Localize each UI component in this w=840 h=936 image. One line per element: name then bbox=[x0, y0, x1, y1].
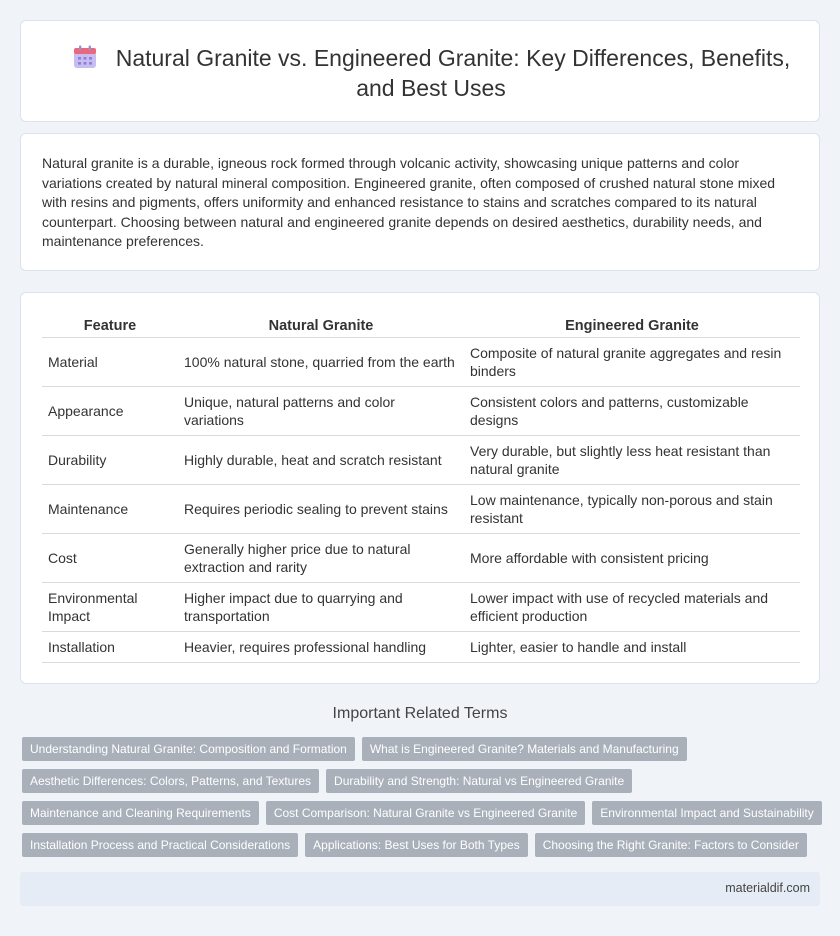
related-term-tag[interactable]: Maintenance and Cleaning Requirements bbox=[22, 801, 259, 825]
engineered-cell: Composite of natural granite aggregates and resin binders bbox=[464, 337, 800, 386]
table-row bbox=[42, 582, 800, 631]
header-feature: Feature bbox=[42, 315, 178, 337]
tag-row bbox=[22, 833, 822, 857]
related-term-tag[interactable]: Durability and Strength: Natural vs Engineered Granite bbox=[326, 769, 632, 793]
natural-cell: Higher impact due to quarrying and transportation bbox=[178, 582, 464, 631]
table-row bbox=[42, 435, 800, 484]
related-term-tag[interactable]: Cost Comparison: Natural Granite vs Engineered Granite bbox=[266, 801, 585, 825]
table-row bbox=[42, 337, 800, 386]
feature-cell: Durability bbox=[42, 435, 178, 484]
related-term-tag[interactable]: Environmental Impact and Sustainability bbox=[592, 801, 821, 825]
related-terms-title: Important Related Terms bbox=[332, 705, 508, 722]
related-term-tag[interactable]: Installation Process and Practical Considerations bbox=[22, 833, 298, 857]
page-title-text: Natural Granite vs. Engineered Granite: Key Differences, Benefits, and Best Uses bbox=[115, 45, 791, 101]
intro-card bbox=[20, 133, 820, 271]
comparison-table bbox=[42, 315, 800, 663]
calendar-icon bbox=[72, 44, 98, 70]
related-term-tag[interactable]: Choosing the Right Granite: Factors to Consider bbox=[535, 833, 807, 857]
tag-row bbox=[22, 801, 822, 825]
tag-row bbox=[22, 737, 822, 761]
natural-cell: Generally higher price due to natural extraction and rarity bbox=[178, 533, 464, 582]
engineered-cell: Low maintenance, typically non-porous and stain resistant bbox=[464, 484, 800, 533]
related-term-tag[interactable]: Applications: Best Uses for Both Types bbox=[305, 833, 528, 857]
related-term-tag[interactable]: Understanding Natural Granite: Composition and Formation bbox=[22, 737, 355, 761]
header-natural-granite: Natural Granite bbox=[178, 315, 464, 337]
intro-paragraph: Natural granite is a durable, igneous rock formed through volcanic activity, showcasing unique patterns and color variations created by natural mineral composition. Engineered granite, often composed of crushed natural stone mixed with resins and pigments, offers uniformity and enhanced resistance to stains and scratches compared to its natural counterpart. Choosing between natural and engineered granite depends on desired aesthetics, durability needs, and maintenance preferences. bbox=[42, 155, 776, 249]
related-term-tag[interactable]: What is Engineered Granite? Materials and Manufacturing bbox=[362, 737, 687, 761]
table-row bbox=[42, 533, 800, 582]
feature-cell: Maintenance bbox=[42, 484, 178, 533]
page-title bbox=[61, 43, 801, 103]
natural-cell: Heavier, requires professional handling bbox=[178, 631, 464, 662]
feature-cell: Environmental Impact bbox=[42, 582, 178, 631]
feature-cell: Material bbox=[42, 337, 178, 386]
table-row bbox=[42, 631, 800, 662]
natural-cell: Requires periodic sealing to prevent stains bbox=[178, 484, 464, 533]
feature-cell: Cost bbox=[42, 533, 178, 582]
natural-cell: Highly durable, heat and scratch resistant bbox=[178, 435, 464, 484]
related-terms-list bbox=[22, 737, 822, 865]
engineered-cell: More affordable with consistent pricing bbox=[464, 533, 800, 582]
tag-row bbox=[22, 769, 822, 793]
natural-cell: Unique, natural patterns and color variations bbox=[178, 386, 464, 435]
related-term-tag[interactable]: Aesthetic Differences: Colors, Patterns, and Textures bbox=[22, 769, 319, 793]
natural-cell: 100% natural stone, quarried from the earth bbox=[178, 337, 464, 386]
header-card bbox=[20, 20, 820, 122]
table-row bbox=[42, 484, 800, 533]
feature-cell: Appearance bbox=[42, 386, 178, 435]
feature-cell: Installation bbox=[42, 631, 178, 662]
table-header-row bbox=[42, 315, 800, 337]
footer bbox=[20, 872, 820, 906]
engineered-cell: Consistent colors and patterns, customizable designs bbox=[464, 386, 800, 435]
title-wrap bbox=[61, 43, 801, 103]
comparison-card bbox=[20, 292, 820, 684]
table-row bbox=[42, 386, 800, 435]
footer-site-link[interactable]: materialdif.com bbox=[725, 881, 810, 895]
engineered-cell: Very durable, but slightly less heat resistant than natural granite bbox=[464, 435, 800, 484]
engineered-cell: Lower impact with use of recycled materials and efficient production bbox=[464, 582, 800, 631]
engineered-cell: Lighter, easier to handle and install bbox=[464, 631, 800, 662]
header-engineered-granite: Engineered Granite bbox=[464, 315, 800, 337]
